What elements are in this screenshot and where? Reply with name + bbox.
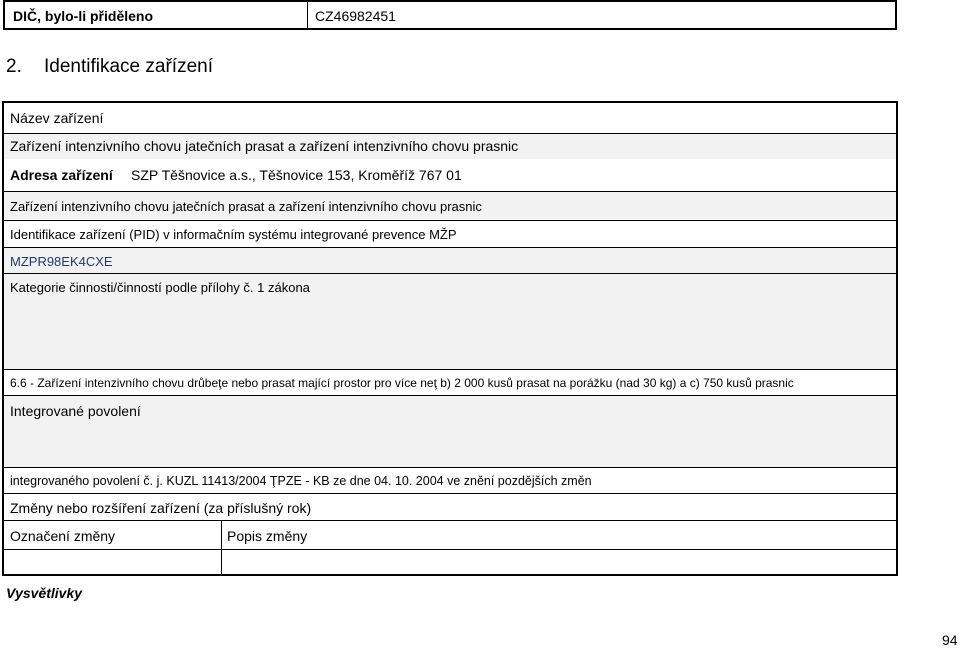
permit-value-row — [4, 467, 896, 493]
identification-table — [2, 101, 898, 576]
pid-value: MZPR98EK4CXE — [10, 254, 113, 269]
category-label: Kategorie činnosti/činností podle přílohy č. 1 zákona — [10, 280, 310, 295]
category-value: 6.6 - Zařízení intenzivního chovu drůbeţe nebo prasat mající prostor pro více neţ b) 2 000 kusů prasat na porážku (nad 30 kg) a c) 750 kusů prasnic — [10, 376, 794, 390]
permit-label: Integrované povolení — [10, 403, 141, 419]
page-number: 94 — [942, 632, 958, 648]
dic-label: DIČ, bylo-li přiděleno — [13, 8, 154, 24]
changes-col1-header: Označení změny — [10, 528, 116, 544]
dic-divider — [307, 2, 308, 30]
category-value-row — [4, 369, 896, 395]
pid-value-cell — [4, 247, 896, 273]
section-heading — [6, 56, 406, 80]
dic-value: CZ46982451 — [315, 8, 396, 24]
changes-label: Změny nebo rozšíření zařízení (za příslušný rok) — [10, 500, 312, 516]
section-number: 2. — [6, 56, 22, 77]
name-value-cell — [4, 133, 896, 159]
permit-label-row — [4, 395, 896, 425]
changes-header-row — [4, 520, 896, 549]
name-value-repeat: Zařízení intenzivního chovu jatečních prasat a zařízení intenzivního chovu prasnic — [10, 199, 482, 214]
changes-empty-row — [4, 549, 896, 576]
address-row — [4, 160, 896, 190]
dic-row — [3, 0, 897, 30]
name-label: Název zařízení — [10, 110, 104, 126]
changes-col2-header: Popis změny — [227, 528, 308, 544]
address-value: SZP Těšnovice a.s., Těšnovice 153, Kroměříž 767 01 — [131, 167, 462, 183]
name-repeat-cell — [4, 191, 896, 219]
name-value: Zařízení intenzivního chovu jatečních prasat a zařízení intenzivního chovu prasnic — [10, 138, 519, 154]
pid-label-row — [4, 220, 896, 247]
footnote-label: Vysvětlivky — [6, 585, 83, 601]
section-title: Identifikace zařízení — [44, 56, 213, 77]
address-label: Adresa zařízení — [10, 167, 113, 183]
category-cell — [4, 273, 896, 369]
changes-label-row — [4, 493, 896, 520]
permit-value: integrovaného povolení č. j. KUZL 11413/2004 ŢPZE - KB ze dne 04. 10. 2004 ve znění pozdějších změn — [10, 474, 592, 488]
pid-label: Identifikace zařízení (PID) v informačním systému integrované prevence MŽP — [10, 227, 457, 242]
